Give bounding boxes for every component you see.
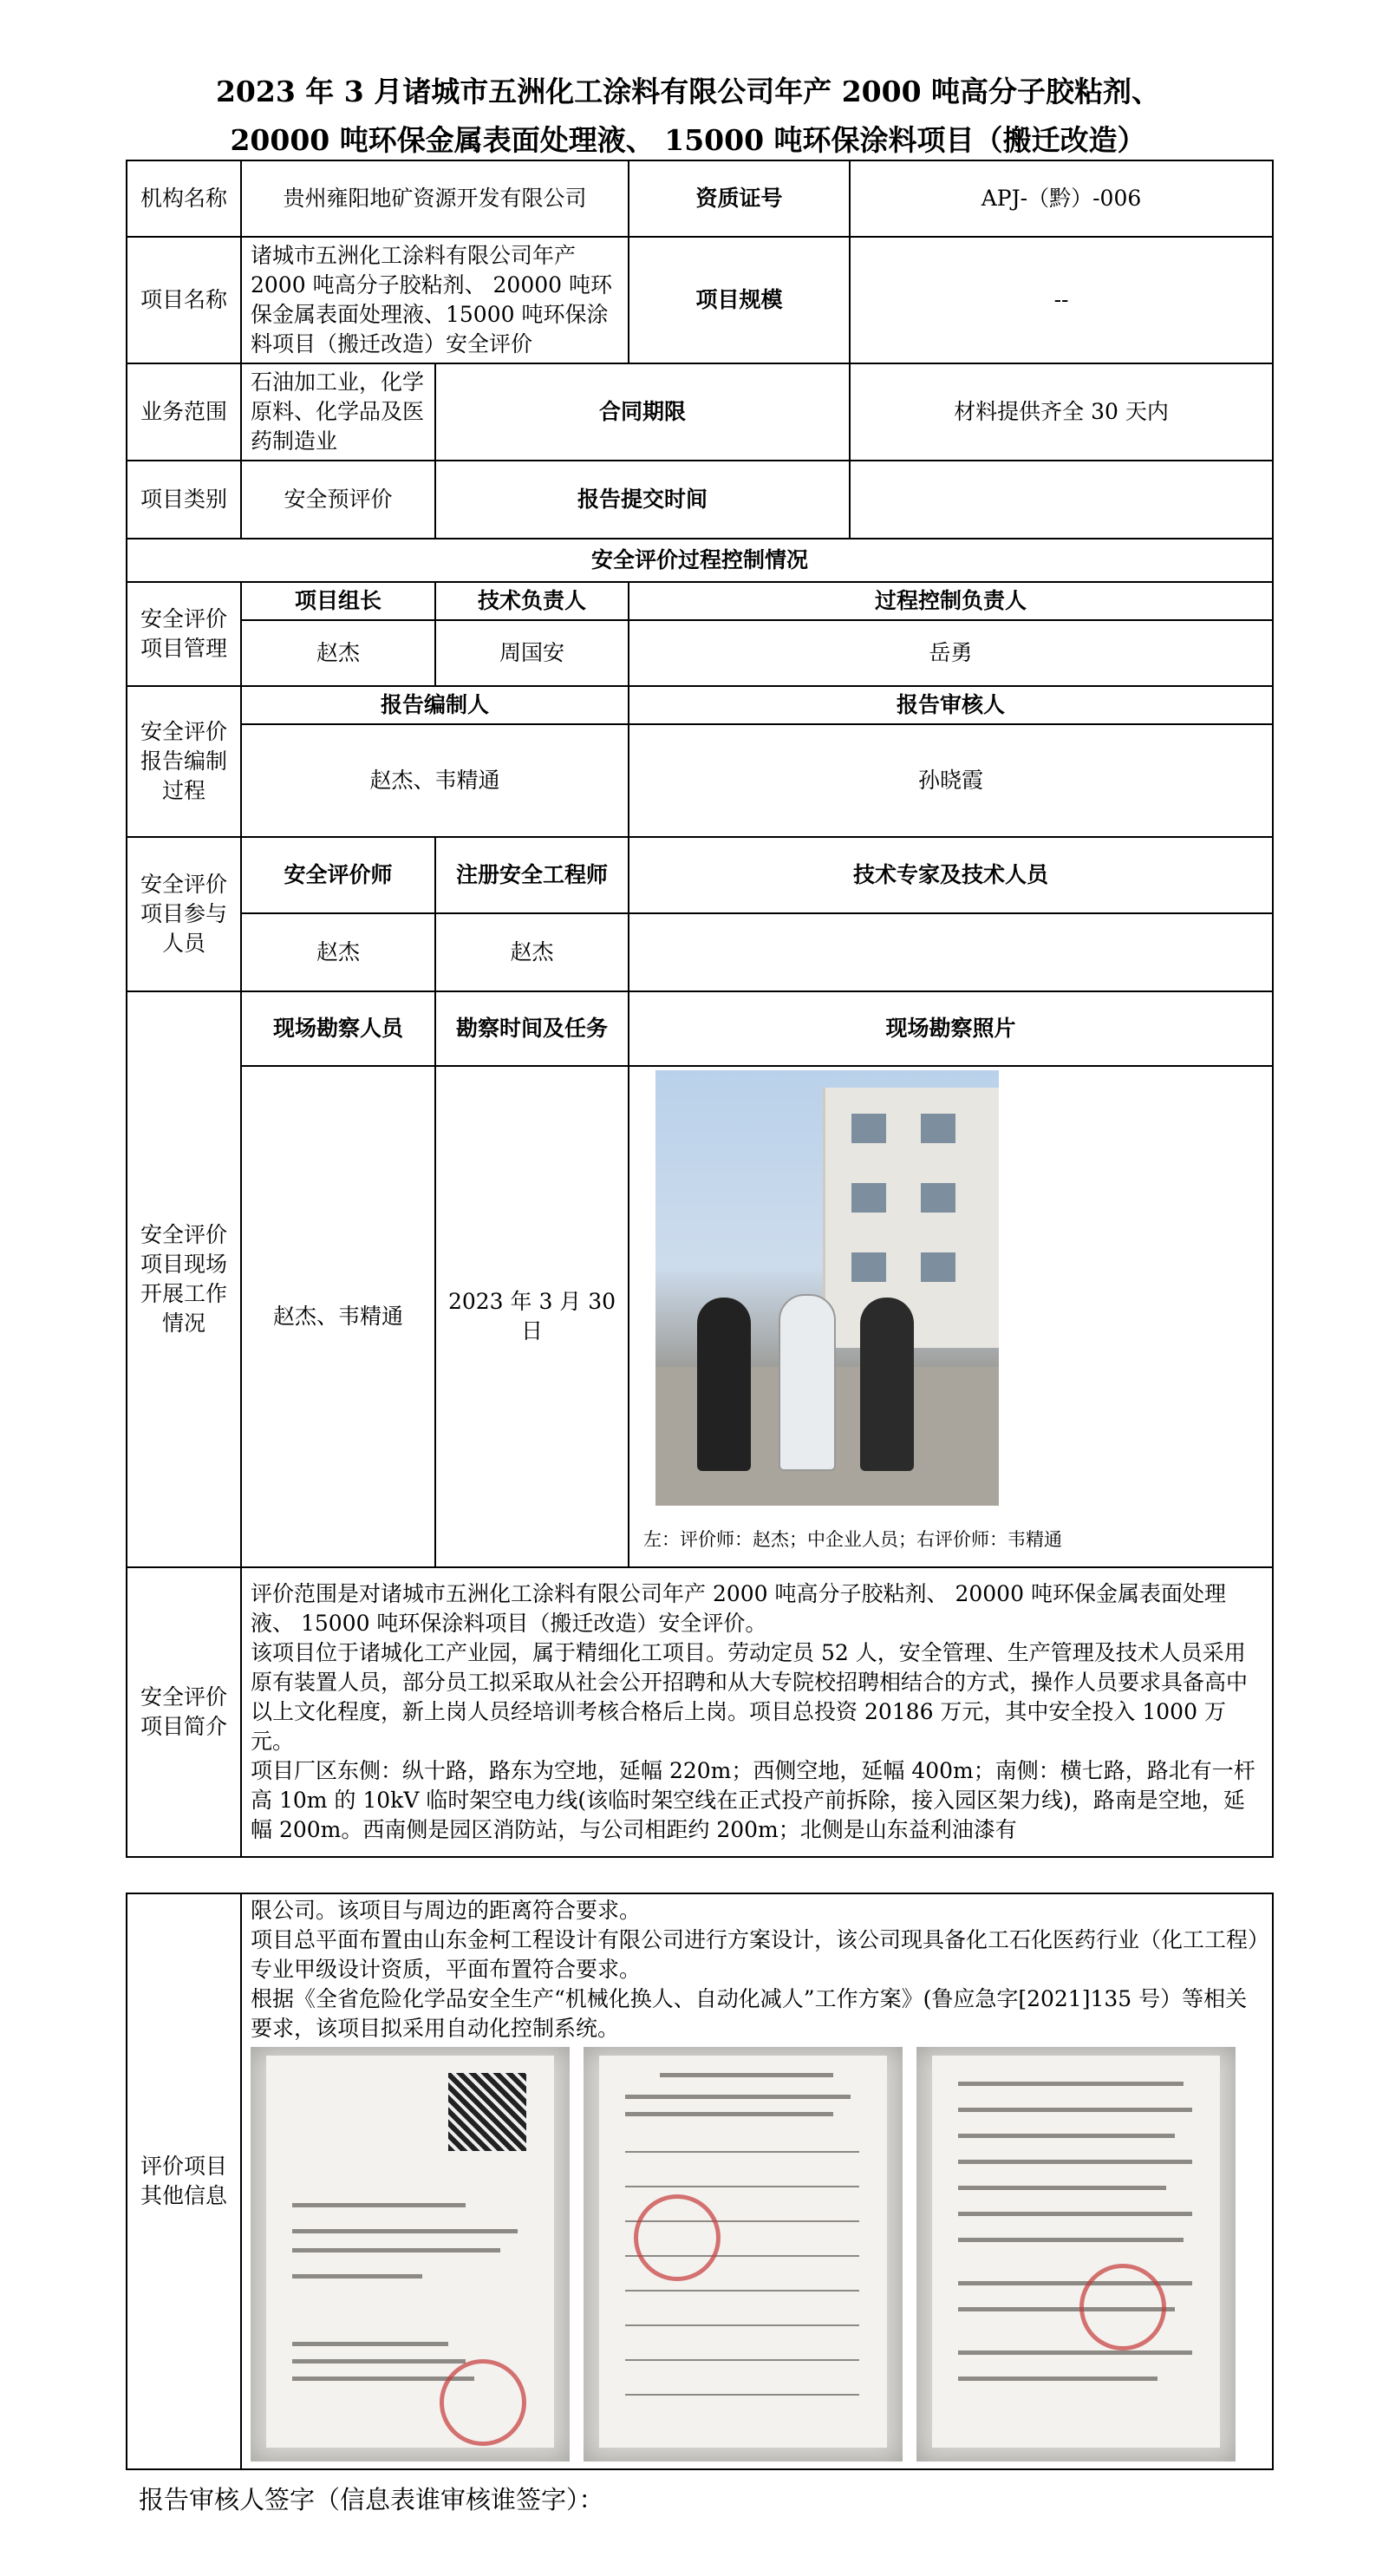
scale-value: -- xyxy=(850,237,1273,363)
contract-value: 材料提供齐全 30 天内 xyxy=(850,363,1273,461)
row-org xyxy=(127,160,1273,237)
seal-stamp-icon xyxy=(1079,2264,1166,2350)
survey-header: 现场勘察人员 xyxy=(241,991,435,1066)
row-type xyxy=(127,461,1273,539)
row-compile-head xyxy=(127,686,1273,724)
org-label: 机构名称 xyxy=(127,160,241,237)
row-process-heading xyxy=(127,539,1273,582)
intro-para-2: 该项目位于诸城化工产业园，属于精细化工项目。劳动定员 52 人，安全管理、生产管理及技术人员采用原有装置人员，部分员工拟采取从社会公开招聘和从大专院校招聘相结合的方式，操作人员要求具备高中以上文化程度，新上岗人员经培训考核合格后上岗。项目总投资 20186 万元，其中安全投入 1000 万元。 xyxy=(251,1640,1249,1754)
contract-label: 合同期限 xyxy=(435,363,850,461)
ctrl-value: 岳勇 xyxy=(629,620,1273,686)
row-site-values xyxy=(127,1066,1273,1567)
type-label: 项目类别 xyxy=(127,461,241,539)
engineer-value: 赵杰 xyxy=(435,913,629,991)
seal-stamp-icon xyxy=(440,2359,526,2446)
photo-caption: 左：评价师：赵杰；中企业人员；右评价师：韦精通 xyxy=(643,1529,1063,1550)
intro-text xyxy=(241,1567,1273,1857)
other-para-2: 项目总平面布置由山东金柯工程设计有限公司进行方案设计，该公司现具备化工石化医药行业（化工工程）专业甲级设计资质，平面布置符合要求。 xyxy=(251,1927,1259,1982)
mgmt-label: 安全评价项目管理 xyxy=(127,582,241,686)
other-para-1: 限公司。该项目与周边的距离符合要求。 xyxy=(251,1898,642,1923)
site-label: 安全评价项目现场开展工作情况 xyxy=(127,991,241,1567)
intro-para-3: 项目厂区东侧：纵十路，路东为空地，延幅 220m；西侧空地，延幅 400m；南侧：横七路，路北有一杆高 10m 的 10kV 临时架空电力线(该临时架空线在正式投产前拆除，接入园区架力线)，路南是空地，延幅 200m。西南侧是园区消防站，与公司相距约 200m；北侧是山东益利油漆有 xyxy=(251,1758,1255,1842)
row-mgmt-head xyxy=(127,582,1273,620)
part-label: 安全评价项目参与人员 xyxy=(127,837,241,991)
evaluation-info-table xyxy=(126,160,1274,1858)
type-value: 安全预评价 xyxy=(241,461,435,539)
other-info-table xyxy=(126,1893,1274,2470)
evaluator-header: 安全评价师 xyxy=(241,837,435,913)
intro-para-1: 评价范围是对诸城市五洲化工涂料有限公司年产 2000 吨高分子胶粘剂、 20000 吨环保金属表面处理液、 15000 吨环保涂料项目（搬迁改造）安全评价。 xyxy=(251,1581,1226,1636)
author-header: 报告编制人 xyxy=(241,686,629,724)
other-para-3: 根据《全省危险化学品安全生产“机械化换人、自动化减人”工作方案》(鲁应急字[2021]135 号）等相关要求，该项目拟采用自动化控制系统。 xyxy=(251,1986,1248,2041)
scale-label: 项目规模 xyxy=(629,237,850,363)
row-mgmt-values xyxy=(127,620,1273,686)
survey-value: 赵杰、韦精通 xyxy=(241,1066,435,1567)
row-other xyxy=(127,1893,1273,2469)
submit-label: 报告提交时间 xyxy=(435,461,850,539)
document-title xyxy=(0,68,1376,165)
reviewer-value: 孙晓霞 xyxy=(629,724,1273,837)
biz-value: 石油加工业，化学原料、化学品及医药制造业 xyxy=(241,363,435,461)
experts-value xyxy=(629,913,1273,991)
photo-cell xyxy=(629,1066,1273,1567)
time-value: 2023 年 3 月 30 日 xyxy=(435,1066,629,1567)
compile-label: 安全评价报告编制过程 xyxy=(127,686,241,837)
report-cover-photo xyxy=(251,2047,570,2462)
experts-header: 技术专家及技术人员 xyxy=(629,837,1273,913)
title-line-1: 2023 年 3 月诸城市五洲化工涂料有限公司年产 2000 吨高分子胶粘剂、 xyxy=(215,75,1161,108)
time-header: 勘察时间及任务 xyxy=(435,991,629,1066)
reviewer-signature-label: 报告审核人签字（信息表谁审核谁签字）： xyxy=(139,2485,604,2514)
document-photos xyxy=(251,2043,1263,2465)
personnel-list-photo xyxy=(584,2047,903,2462)
tech-value: 周国安 xyxy=(435,620,629,686)
proj-label: 项目名称 xyxy=(127,237,241,363)
ctrl-header: 过程控制负责人 xyxy=(629,582,1273,620)
cert-value: APJ-（黔）-006 xyxy=(850,160,1273,237)
biz-label: 业务范围 xyxy=(127,363,241,461)
row-site-head xyxy=(127,991,1273,1066)
row-business xyxy=(127,363,1273,461)
intro-label: 安全评价项目简介 xyxy=(127,1567,241,1857)
submit-value xyxy=(850,461,1273,539)
leader-value: 赵杰 xyxy=(241,620,435,686)
person-middle xyxy=(779,1294,836,1471)
person-left xyxy=(697,1298,751,1471)
engineer-header: 注册安全工程师 xyxy=(435,837,629,913)
process-heading: 安全评价过程控制情况 xyxy=(127,539,1273,582)
row-intro xyxy=(127,1567,1273,1857)
org-value: 贵州雍阳地矿资源开发有限公司 xyxy=(241,160,629,237)
photo-header: 现场勘察照片 xyxy=(629,991,1273,1066)
evaluator-value: 赵杰 xyxy=(241,913,435,991)
site-survey-photo xyxy=(655,1070,999,1506)
proj-value: 诸城市五洲化工涂料有限公司年产 2000 吨高分子胶粘剂、 20000 吨环保金属表面处理液、15000 吨环保涂料项目（搬迁改造）安全评价 xyxy=(241,237,629,363)
person-right xyxy=(860,1298,914,1471)
qr-code-icon xyxy=(448,2073,526,2151)
cert-label: 资质证号 xyxy=(629,160,850,237)
author-value: 赵杰、韦精通 xyxy=(241,724,629,837)
report-conclusion-photo xyxy=(916,2047,1236,2462)
seal-stamp-icon xyxy=(634,2194,721,2281)
row-project xyxy=(127,237,1273,363)
row-part-head xyxy=(127,837,1273,913)
leader-header: 项目组长 xyxy=(241,582,435,620)
title-line-2: 20000 吨环保金属表面处理液、 15000 吨环保涂料项目（搬迁改造） xyxy=(230,123,1146,157)
row-part-values xyxy=(127,913,1273,991)
row-compile-values xyxy=(127,724,1273,837)
tech-header: 技术负责人 xyxy=(435,582,629,620)
reviewer-header: 报告审核人 xyxy=(629,686,1273,724)
other-content xyxy=(241,1893,1273,2469)
other-label: 评价项目其他信息 xyxy=(127,1893,241,2469)
